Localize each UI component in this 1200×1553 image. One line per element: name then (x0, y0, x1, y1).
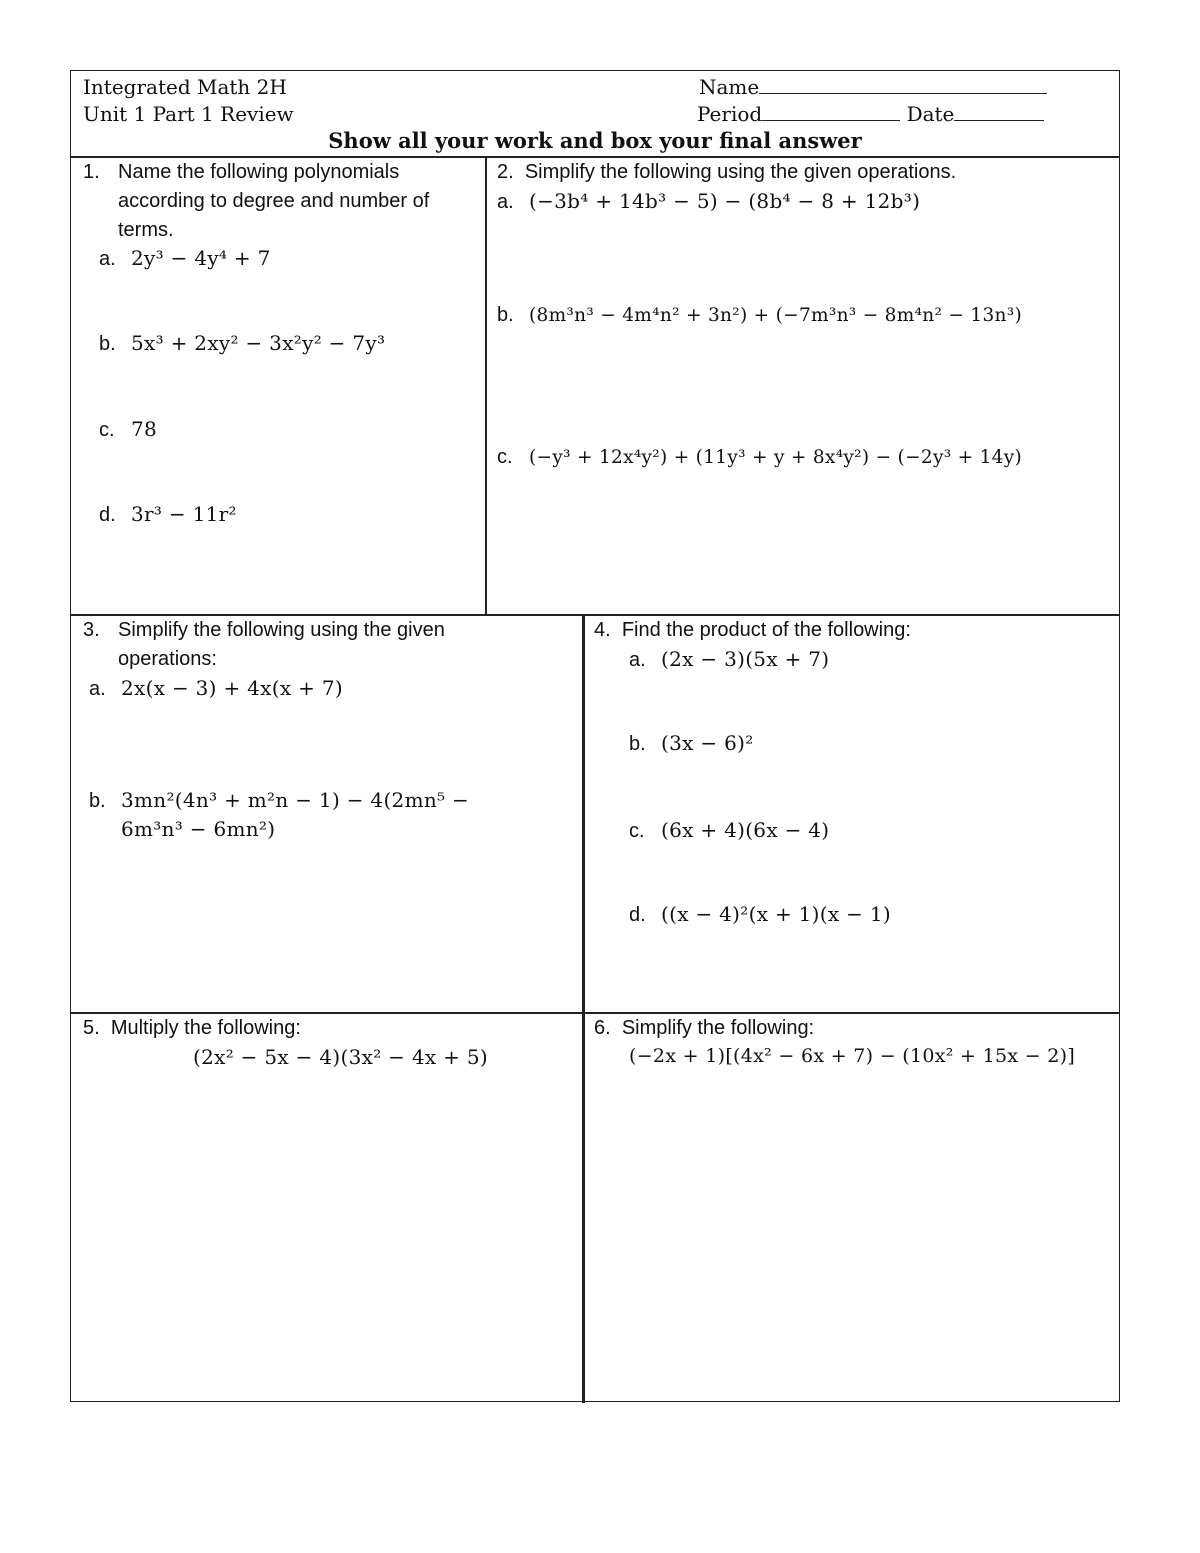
q4-item-b: b. (3x − 6)² (629, 731, 754, 755)
expression: (−3b⁴ + 14b³ − 5) − (8b⁴ − 8 + 12b³) (529, 189, 921, 213)
q6-expression (629, 1045, 1075, 1068)
question-number: 5. (83, 1017, 100, 1039)
prompt-line: according to degree and number of (118, 190, 430, 212)
question-number: 1. (83, 161, 100, 183)
prompt-line: Multiply the following: (110, 1017, 301, 1039)
period-label: Period (697, 102, 763, 126)
q4-item-d: d. ((x − 4)²(x + 1)(x − 1) (629, 902, 891, 926)
question-2-box (487, 158, 1121, 614)
q4-item-c: c. (6x + 4)(6x − 4) (629, 818, 830, 842)
prompt-line: Name the following polynomials (118, 161, 400, 183)
question-3-box (71, 616, 582, 1012)
prompt-line: Simplify the following using the given (118, 619, 445, 641)
date-label: Date (906, 102, 955, 126)
prompt-line: Simplify the following: (621, 1017, 815, 1039)
period-blank[interactable] (762, 102, 900, 121)
expression: (3x − 6)² (661, 731, 754, 755)
worksheet (70, 70, 1120, 1402)
worksheet-header (71, 71, 1119, 158)
q1-item-c: c. 78 (99, 417, 158, 441)
q2-item-c: c. (−y³ + 12x⁴y²) + (11y³ + y + 8x⁴y²) − (−2y³ + 14y) (497, 446, 1022, 468)
question-4-box (584, 616, 1121, 1012)
expression: 3r³ − 11r² (131, 502, 237, 526)
expression: 78 (131, 417, 158, 441)
question-4-prompt (594, 616, 911, 645)
q2-item-b: b. (8m³n³ − 4m⁴n² + 3n²) + (−7m³n³ − 8m⁴n² − 13n³) (497, 304, 1022, 326)
name-label: Name (699, 75, 760, 99)
date-blank[interactable] (954, 102, 1044, 121)
prompt-line: Simplify the following using the given operations. (524, 161, 957, 183)
question-number: 2. (497, 161, 514, 183)
question-6-box (584, 1014, 1121, 1403)
unit-title: Unit 1 Part 1 Review (83, 102, 294, 126)
expression: (−y³ + 12x⁴y²) + (11y³ + y + 8x⁴y²) − (−2y³ + 14y) (529, 447, 1022, 468)
question-2-prompt (497, 158, 956, 187)
expression: (2x² − 5x − 4)(3x² − 4x + 5) (193, 1045, 489, 1069)
expression: (8m³n³ − 4m⁴n² + 3n²) + (−7m³n³ − 8m⁴n² − 13n³) (529, 305, 1022, 326)
q1-item-d: d. 3r³ − 11r² (99, 502, 237, 526)
question-5-box (71, 1014, 582, 1403)
q1-item-a: a. 2y³ − 4y⁴ + 7 (99, 246, 271, 270)
q2-item-a: a. (−3b⁴ + 14b³ − 5) − (8b⁴ − 8 + 12b³) (497, 189, 921, 213)
question-5-prompt (83, 1014, 301, 1043)
q3-item-b: b. 3mn²(4n³ + m²n − 1) − 4(2mn⁵ − (89, 788, 470, 812)
prompt-line: terms. (118, 219, 174, 241)
course-title: Integrated Math 2H (83, 75, 287, 99)
q5-expression (193, 1045, 488, 1070)
question-number: 6. (594, 1017, 611, 1039)
q3-item-b-continued (121, 817, 275, 842)
instruction-title: Show all your work and box your final answer (328, 128, 862, 153)
question-number: 3. (83, 619, 100, 641)
question-number: 4. (594, 619, 611, 641)
q1-item-b: b. 5x³ + 2xy² − 3x²y² − 7y³ (99, 331, 386, 355)
expression: 3mn²(4n³ + m²n − 1) − 4(2mn⁵ − (121, 788, 470, 812)
expression: 2x(x − 3) + 4x(x + 7) (121, 676, 343, 700)
name-blank[interactable] (759, 75, 1047, 94)
prompt-line: Find the product of the following: (621, 619, 911, 641)
q3-item-a: a. 2x(x − 3) + 4x(x + 7) (89, 676, 343, 700)
question-6-prompt (594, 1014, 814, 1043)
prompt-line: operations: (118, 648, 217, 670)
expression: ((x − 4)²(x + 1)(x − 1) (661, 902, 891, 926)
period-date-field[interactable] (697, 102, 1044, 126)
expression: (6x + 4)(6x − 4) (661, 818, 830, 842)
expression: 2y³ − 4y⁴ + 7 (131, 246, 271, 270)
expression: 6m³n³ − 6mn²) (121, 817, 276, 841)
expression: (−2x + 1)[(4x² − 6x + 7) − (10x² + 15x − 2)] (629, 1045, 1076, 1067)
expression: (2x − 3)(5x + 7) (661, 647, 830, 671)
question-1-box (71, 158, 485, 614)
q4-item-a: a. (2x − 3)(5x + 7) (629, 647, 830, 671)
expression: 5x³ + 2xy² − 3x²y² − 7y³ (131, 331, 386, 355)
name-field[interactable] (699, 75, 1047, 99)
